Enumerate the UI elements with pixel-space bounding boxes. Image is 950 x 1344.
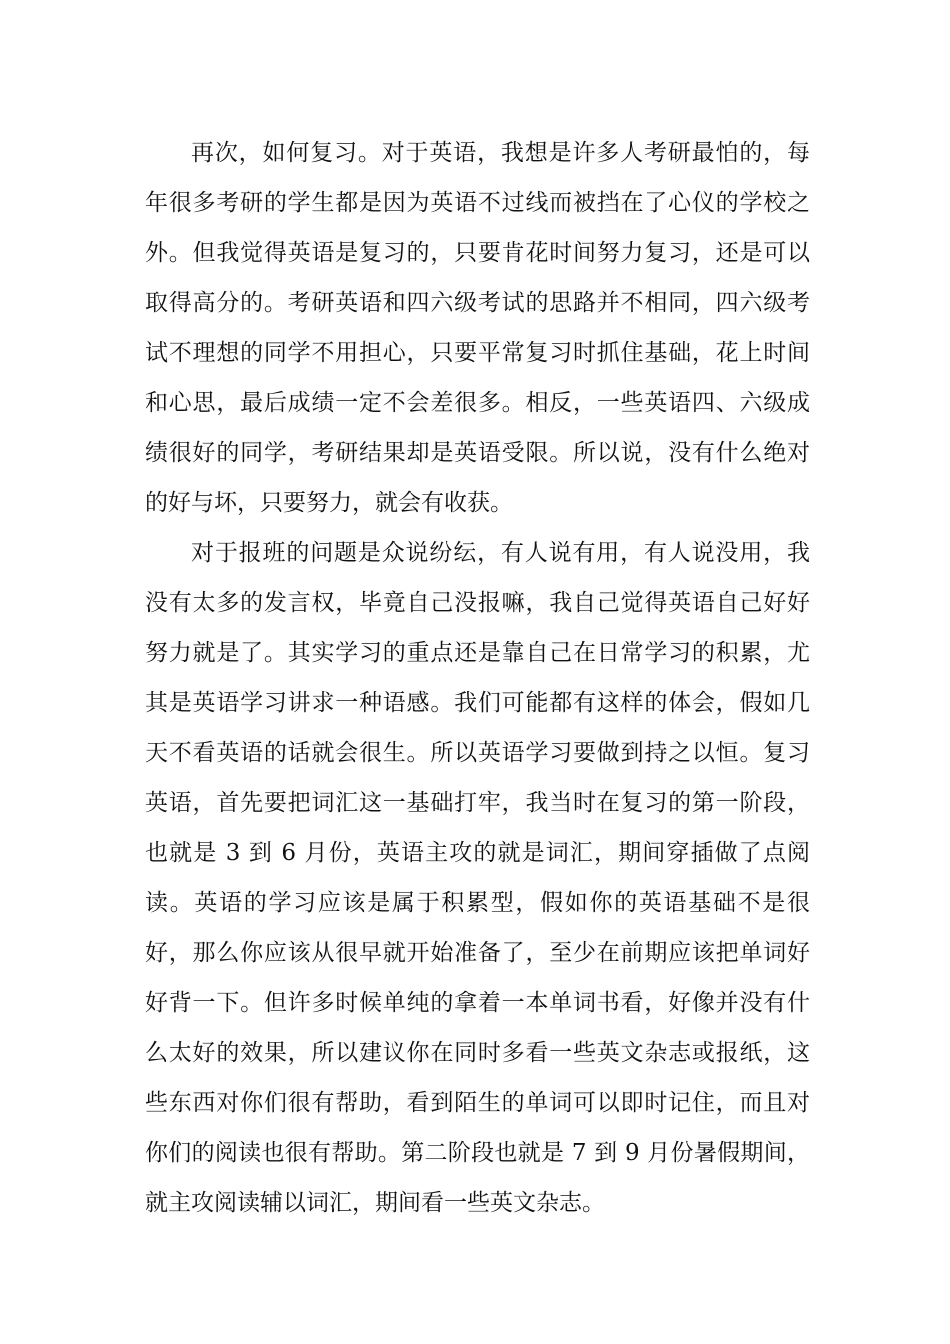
paragraph-tutoring-vocabulary: 对于报班的问题是众说纷纭，有人说有用，有人说没用，我没有太多的发言权，毕竟自己没报嘛，我自己觉得英语自己好好努力就是了。其实学习的重点还是靠自己在日常学习的积累，尤其是英语学习讲求一种语感。我们可能都有这样的体会，假如几天不看英语的话就会很生。所以英语学习要做到持之以恒。复习英语，首先要把词汇这一基础打牢，我当时在复习的第一阶段，也就是 3 到 6 月份，英语主攻的就是词汇，期间穿插做了点阅读。英语的学习应该是属于积累型，假如你的英语基础不是很好，那么你应该从很早就开始准备了，至少在前期应该把单词好好背一下。但许多时候单纯的拿着一本单词书看，好像并没有什么太好的效果，所以建议你在同时多看一些英文杂志或报纸，这些东西对你们很有帮助，看到陌生的单词可以即时记住，而且对你们的阅读也很有帮助。第二阶段也就是 7 到 9 月份暑假期间，就主攻阅读辅以词汇，期间看一些英文杂志。	[145, 540, 810, 1216]
paragraph-review-english: 再次，如何复习。对于英语，我想是许多人考研最怕的，每年很多考研的学生都是因为英语不过线而被挡在了心仪的学校之外。但我觉得英语是复习的，只要肯花时间努力复习，还是可以取得高分的。考研英语和四六级考试的思路并不相同，四六级考试不理想的同学不用担心，只要平常复习时抓住基础，花上时间和心思，最后成绩一定不会差很多。相反，一些英语四、六级成绩很好的同学，考研结果却是英语受限。所以说，没有什么绝对的好与坏，只要努力，就会有收获。	[145, 140, 810, 516]
body-text	[145, 128, 810, 1228]
